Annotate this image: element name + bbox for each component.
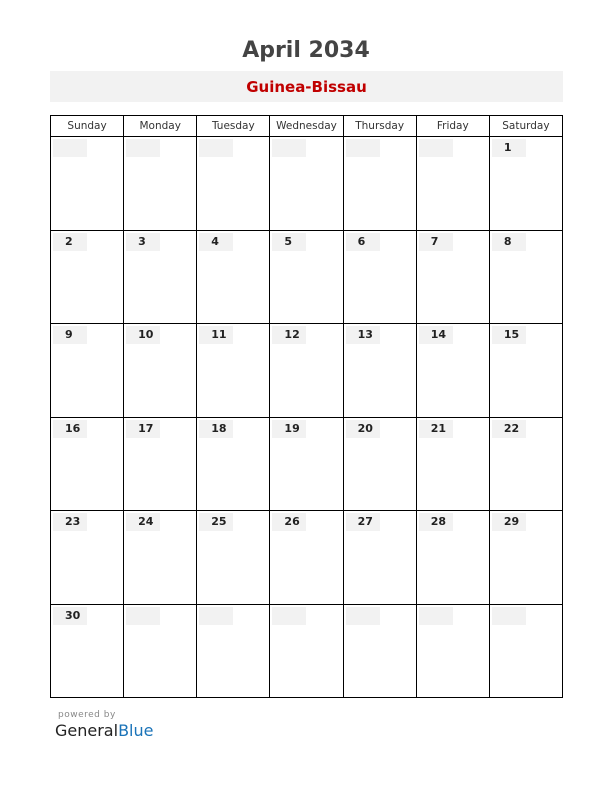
week-row [51, 230, 563, 324]
day-cell [343, 604, 416, 698]
brand-name-part1: General [55, 721, 119, 740]
day-cell [197, 604, 270, 698]
day-cell [489, 417, 562, 511]
day-cell [270, 417, 343, 511]
day-number [53, 139, 87, 157]
day-number: 23 [53, 513, 87, 531]
day-cell [197, 417, 270, 511]
day-cell [416, 417, 489, 511]
day-number: 8 [492, 233, 526, 251]
day-number [199, 139, 233, 157]
day-number [346, 607, 380, 625]
day-cell [197, 511, 270, 605]
day-cell [416, 230, 489, 324]
day-cell [51, 230, 124, 324]
day-cell [489, 324, 562, 418]
day-number: 4 [199, 233, 233, 251]
day-cell [124, 604, 197, 698]
day-cell [416, 137, 489, 231]
day-number: 2 [53, 233, 87, 251]
day-number [346, 139, 380, 157]
weekday-header: Saturday [489, 116, 562, 137]
day-cell [489, 511, 562, 605]
day-cell [197, 137, 270, 231]
day-number: 12 [272, 326, 306, 344]
day-number: 29 [492, 513, 526, 531]
day-number: 5 [272, 233, 306, 251]
day-number: 7 [419, 233, 453, 251]
page-title: April 2034 [242, 38, 370, 63]
week-row [51, 417, 563, 511]
day-number: 10 [126, 326, 160, 344]
day-cell [343, 230, 416, 324]
country-banner [50, 71, 563, 102]
day-number: 30 [53, 607, 87, 625]
country-name: Guinea-Bissau [246, 78, 367, 96]
day-number: 24 [126, 513, 160, 531]
day-number [126, 139, 160, 157]
day-cell [51, 137, 124, 231]
day-number: 28 [419, 513, 453, 531]
day-number [419, 607, 453, 625]
weekday-header: Wednesday [270, 116, 343, 137]
day-cell [489, 604, 562, 698]
day-cell [270, 230, 343, 324]
day-number [272, 139, 306, 157]
weekday-header: Friday [416, 116, 489, 137]
day-cell [343, 417, 416, 511]
day-cell [51, 604, 124, 698]
day-cell [489, 230, 562, 324]
day-cell [124, 417, 197, 511]
day-cell [270, 511, 343, 605]
day-number: 22 [492, 420, 526, 438]
day-number: 26 [272, 513, 306, 531]
brand-logo[interactable] [55, 721, 153, 740]
day-number [272, 607, 306, 625]
week-row [51, 511, 563, 605]
day-number: 11 [199, 326, 233, 344]
day-number: 1 [492, 139, 526, 157]
day-cell [343, 324, 416, 418]
weekday-header: Thursday [343, 116, 416, 137]
day-cell [124, 137, 197, 231]
day-number: 14 [419, 326, 453, 344]
day-number: 27 [346, 513, 380, 531]
day-number: 6 [346, 233, 380, 251]
day-number: 16 [53, 420, 87, 438]
weekday-header-row [51, 116, 563, 137]
brand-name-part2: Blue [118, 721, 154, 740]
day-cell [124, 511, 197, 605]
day-cell [416, 604, 489, 698]
day-number: 19 [272, 420, 306, 438]
day-number [199, 607, 233, 625]
day-number: 9 [53, 326, 87, 344]
day-cell [124, 324, 197, 418]
day-number: 25 [199, 513, 233, 531]
week-row [51, 137, 563, 231]
day-cell [270, 137, 343, 231]
week-row [51, 604, 563, 698]
day-cell [416, 511, 489, 605]
day-cell [51, 324, 124, 418]
day-number: 15 [492, 326, 526, 344]
day-cell [124, 230, 197, 324]
day-cell [416, 324, 489, 418]
weekday-header: Sunday [51, 116, 124, 137]
powered-by-label: powered by [58, 710, 116, 720]
day-cell [197, 324, 270, 418]
day-number: 18 [199, 420, 233, 438]
day-cell [270, 604, 343, 698]
weekday-header: Tuesday [197, 116, 270, 137]
day-number [492, 607, 526, 625]
day-number: 17 [126, 420, 160, 438]
day-number [126, 607, 160, 625]
day-cell [51, 417, 124, 511]
day-number [419, 139, 453, 157]
day-cell [489, 137, 562, 231]
day-number: 20 [346, 420, 380, 438]
calendar-grid [50, 115, 563, 698]
day-cell [197, 230, 270, 324]
day-number: 3 [126, 233, 160, 251]
day-number: 13 [346, 326, 380, 344]
day-cell [343, 511, 416, 605]
weekday-header: Monday [124, 116, 197, 137]
day-cell [51, 511, 124, 605]
day-cell [343, 137, 416, 231]
week-row [51, 324, 563, 418]
day-number: 21 [419, 420, 453, 438]
day-cell [270, 324, 343, 418]
